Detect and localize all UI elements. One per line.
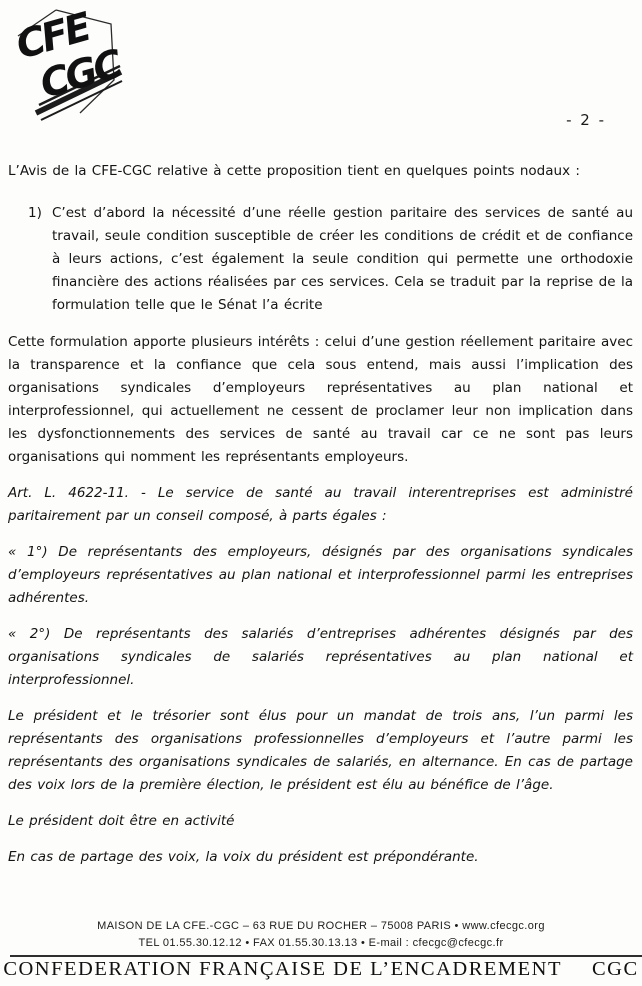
footer-address: MAISON DE LA CFE.-CGC – 63 RUE DU ROCHER – 75008 PARIS • www.cfecgc.org	[97, 920, 545, 932]
paragraph-point-2: « 2°) De représentants des salariés d’entreprises adhérentes désignés par des organisations syndicales de salariés représentatives au plan national et interprofessionnel.	[8, 626, 633, 688]
organization-name: CONFEDERATION FRANÇAISE DE L’ENCADREMENT	[3, 958, 562, 980]
logo-wordmark	[11, 4, 126, 107]
paragraph-activity: Le président doit être en activité	[8, 813, 235, 829]
paragraph-tiebreak: En cas de partage des voix, la voix du président est prépondérante.	[8, 849, 479, 865]
footer-contact: TEL 01.55.30.12.12 • FAX 01.55.30.13.13 • E-mail : cfecgc@cfecgc.fr	[138, 937, 504, 949]
list-marker: 1)	[28, 205, 42, 221]
page-number: - 2 -	[566, 111, 606, 129]
paragraph-article-l4622: Art. L. 4622-11. - Le service de santé au travail interentreprises est administré paritairement par un conseil composé, à parts égales :	[8, 485, 633, 524]
numbered-item-text: C’est d’abord la nécessité d’une réelle gestion paritaire des services de santé au travail, seule condition susceptible de créer les conditions de crédit et de confiance à leurs actions, c’est également la seule condition qui permette une orthodoxie financière des actions réalisées par ces services. Cela se traduit par la reprise de la formulation telle que le Sénat l’a écrite	[52, 205, 633, 313]
cfe-cgc-logo-graphic	[8, 3, 126, 125]
paragraph-mandate: Le président et le trésorier sont élus pour un mandat de trois ans, l’un parmi les représentants des organisations professionnelles d’employeurs et l’autre parmi les représentants des organisations syndicales de salariés, en alternance. En cas de partage des voix lors de la première élection, le président est élu au bénéfice de l’âge.	[8, 708, 633, 793]
logo-text-cgc: CGC	[35, 42, 125, 108]
paragraph-point-1: « 1°) De représentants des employeurs, désignés par des organisations syndicales d’employeurs représentatives au plan national et interprofessionnel parmi les entreprises adhérentes.	[8, 544, 633, 606]
document-body	[8, 160, 633, 882]
paragraph-formulation: Cette formulation apporte plusieurs intérêts : celui d’une gestion réellement paritaire avec la transparence et la confiance que cela sous entend, mais aussi l’implication des organisations syndicales d’employeurs représentatives au plan national et interprofessionnel, qui actuellement ne cessent de proclamer leur non implication dans les dysfonctionnements des services de santé au travail car ce ne sont pas leurs organisations qui nomment les représentants employeurs.	[8, 334, 633, 465]
organization-name-line	[0, 958, 642, 981]
cfe-cgc-logo	[8, 3, 126, 125]
organization-suffix: CGC	[592, 958, 639, 980]
logo-text-cfe: CFE	[11, 5, 94, 69]
paragraph-intro: L’Avis de la CFE-CGC relative à cette proposition tient en quelques points nodaux :	[8, 163, 580, 179]
footer-divider	[10, 955, 642, 957]
letterhead-footer	[0, 918, 642, 981]
numbered-item-1	[8, 202, 633, 317]
